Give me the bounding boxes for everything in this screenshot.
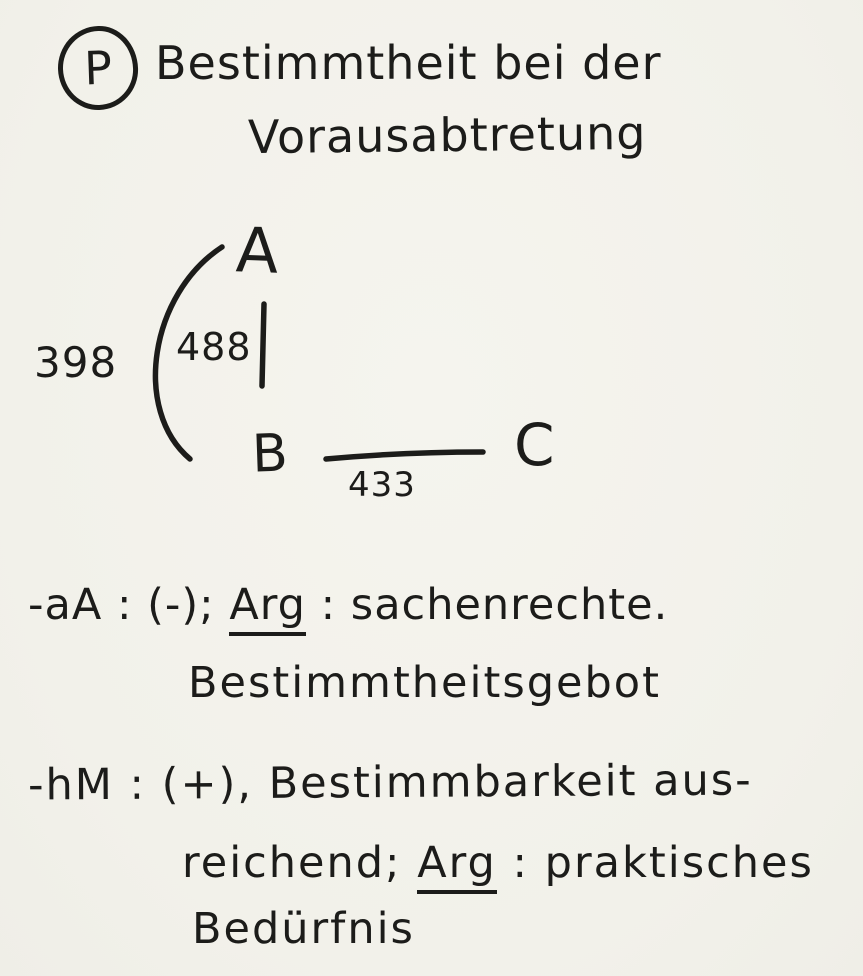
problem-marker-letter: P <box>83 40 113 96</box>
point-hm-line2 <box>182 838 814 888</box>
note-title-line2: Vorausabtretung <box>247 105 647 165</box>
point-aa-prefix: -aA : (-); <box>28 580 230 630</box>
point-hm-arg-underlined: Arg <box>417 838 497 894</box>
point-aa-line2: Bestimmtheitsgebot <box>188 658 661 708</box>
diagram-label-488: 488 <box>176 325 252 369</box>
point-hm-line3: Bedürfnis <box>192 904 415 954</box>
point-hm-line2-prefix: reichend; <box>182 838 418 888</box>
diagram-node-b: B <box>250 423 290 485</box>
problem-marker-circle <box>57 25 140 112</box>
point-aa-line1 <box>28 580 669 630</box>
point-hm-line2-suffix: : praktisches <box>496 838 814 888</box>
diagram-node-c: C <box>514 411 556 479</box>
diagram-label-433: 433 <box>348 465 416 505</box>
edge-b-c <box>326 452 483 459</box>
point-aa-arg-underlined: Arg <box>229 580 306 636</box>
edge-a-b <box>262 304 264 386</box>
point-aa-suffix: : sachenrechte. <box>305 580 669 630</box>
point-hm-line1: -hM : (+), Bestimmbarkeit aus- <box>27 755 753 811</box>
note-title-line1: Bestimmtheit bei der <box>155 36 662 90</box>
diagram-node-a: A <box>234 213 281 288</box>
diagram-label-398: 398 <box>34 338 118 387</box>
